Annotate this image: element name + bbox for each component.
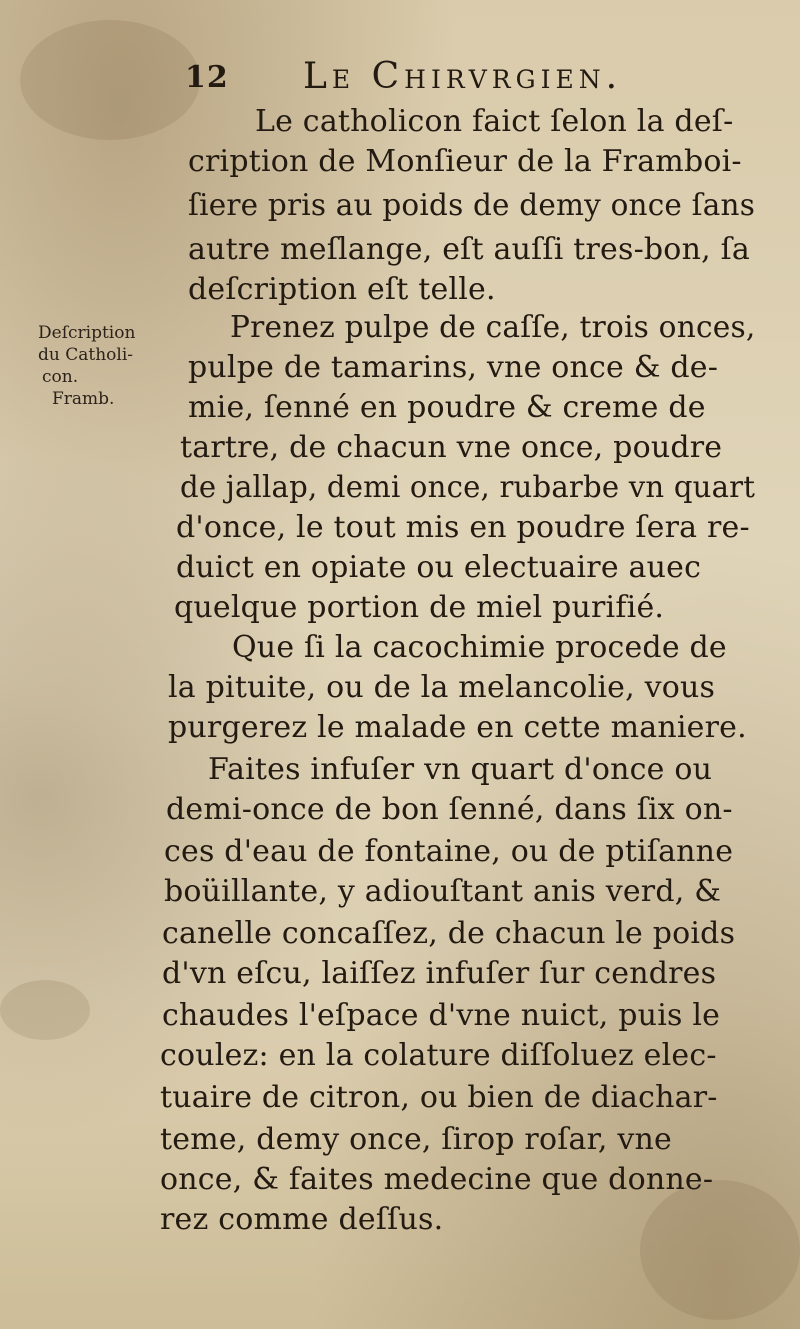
text-line: Que ſi la cacochimie procede de [232, 630, 727, 665]
text-line: la pituite, ou de la melancolie, vous [168, 670, 716, 705]
page-number: 12 [185, 60, 229, 95]
text-line: ſiere pris au poids de demy once ſans [188, 188, 756, 223]
text-line: autre meſlange, eſt auſſi tres-bon, ſa [188, 232, 750, 267]
text-line: mie, ſenné en poudre & creme de [188, 390, 706, 425]
margin-note-line: du Catholi- [38, 345, 134, 365]
text-line: quelque portion de miel purifié. [174, 590, 665, 625]
text-line: d'vn eſcu, laiſſez infuſer ſur cendres [162, 956, 717, 991]
text-line: rez comme deſſus. [160, 1202, 444, 1237]
paper-stain [20, 20, 200, 140]
text-line: canelle concaſſez, de chacun le poids [162, 916, 736, 951]
text-line: ces d'eau de fontaine, ou de ptiſanne [164, 834, 734, 869]
text-line: duict en opiate ou electuaire auec [176, 550, 702, 585]
text-line: de jallap, demi once, rubarbe vn quart [180, 470, 756, 505]
page-header [185, 56, 745, 104]
margin-note [38, 322, 188, 410]
paper-stain [0, 980, 90, 1040]
margin-note-line: Deſcription [38, 323, 136, 343]
text-line: Faites infuſer vn quart d'once ou [208, 752, 713, 787]
text-line: d'once, le tout mis en poudre ſera re- [176, 510, 750, 545]
text-line: demi-once de bon ſenné, dans ſix on- [166, 792, 733, 827]
text-line: coulez: en la colature diſſoluez elec- [160, 1038, 717, 1073]
paper-stain [640, 1180, 800, 1320]
text-line: tartre, de chacun vne once, poudre [180, 430, 723, 465]
text-line: tuaire de citron, ou bien de diachar- [160, 1080, 718, 1115]
text-line: Le catholicon faict ſelon la deſ- [255, 104, 734, 139]
text-line: pulpe de tamarins, vne once & de- [188, 350, 719, 385]
text-line: purgerez le malade en cette maniere. [168, 710, 747, 745]
text-line: deſcription eſt telle. [188, 272, 496, 307]
running-title: Le Chirvrgien. [303, 56, 623, 97]
text-line: boüillante, y adiouſtant anis verd, & [164, 874, 722, 909]
text-line: teme, demy once, ſirop roſar, vne [160, 1122, 672, 1157]
text-line: once, & faites medecine que donne- [160, 1162, 714, 1197]
margin-note-line: con. [42, 367, 79, 387]
text-line: cription de Monſieur de la Framboi- [188, 144, 742, 179]
text-line: Prenez pulpe de caſſe, trois onces, [230, 310, 756, 345]
margin-note-line: Framb. [52, 389, 115, 409]
text-line: chaudes l'eſpace d'vne nuict, puis le [162, 998, 721, 1033]
